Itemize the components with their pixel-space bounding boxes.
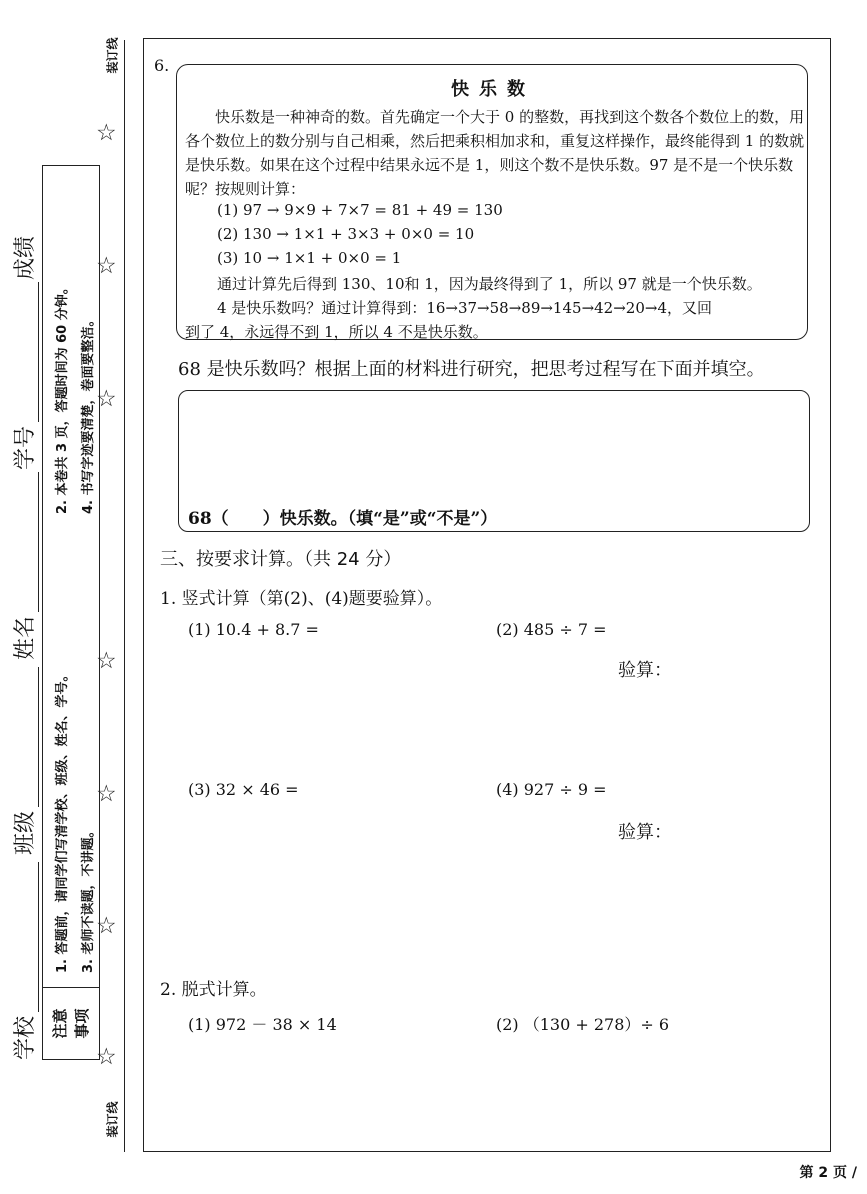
rotated-header <box>4 30 102 1060</box>
notice-item: 2. 本卷共 3 页，答题时间为 60 分钟。 <box>55 281 70 514</box>
star-icon: ☆ <box>96 386 117 412</box>
notice-item: 4. 书写字迹要清楚，卷面要整洁。 <box>81 313 96 514</box>
star-icon: ☆ <box>96 1044 117 1070</box>
id-blank[interactable] <box>17 282 39 422</box>
score-label: 成绩 <box>13 235 38 280</box>
calc-step-1: (1) 97 → 9×9 + 7×7 = 81 + 49 = 130 <box>217 201 503 219</box>
question-number: 6. <box>154 56 170 75</box>
score-field[interactable] <box>8 232 39 280</box>
name-label: 姓名 <box>13 615 38 660</box>
material-title: 快乐数 <box>451 79 535 100</box>
notice-title-line1: 注意 <box>51 1008 69 1039</box>
class-label: 班级 <box>13 810 38 855</box>
check-label: 验算： <box>618 660 672 681</box>
notice-title <box>43 987 99 1059</box>
subsection-title-vertical: 1. 竖式计算（第(2)、(4)题要验算）。 <box>160 589 443 609</box>
problem-5: (1) 972 － 38 × 14 <box>188 1015 337 1034</box>
calc-step-2: (2) 130 → 1×1 + 3×3 + 0×0 = 10 <box>217 225 475 243</box>
problem-4: (4) 927 ÷ 9 = <box>496 780 607 799</box>
conclusion-4-line1: 4 是快乐数吗？通过计算得到：16→37→58→89→145→42→20→4，又回 <box>217 299 712 317</box>
school-label: 学校 <box>13 1015 38 1060</box>
problem-6: (2) （130 + 278）÷ 6 <box>496 1015 670 1034</box>
notice-item: 3. 老师不读题，不讲题。 <box>81 824 96 973</box>
name-field[interactable] <box>8 472 39 660</box>
subsection-title-stepwise: 2. 脱式计算。 <box>160 980 267 1000</box>
class-field[interactable] <box>8 667 39 855</box>
id-label: 学号 <box>13 425 38 470</box>
calc-step-3: (3) 10 → 1×1 + 0×0 = 1 <box>217 249 402 267</box>
binding-line <box>124 40 125 1152</box>
conclusion-97: 通过计算先后得到 130、10和 1，因为最终得到了 1，所以 97 就是一个快乐数。 <box>217 275 762 293</box>
notice-title-line2: 事项 <box>73 1008 91 1039</box>
student-info-fields <box>4 30 40 1060</box>
page-number: 第 2 页 / <box>799 1165 857 1181</box>
conclusion-4-line2: 到了 4，永远得不到 1，所以 4 不是快乐数。 <box>185 323 488 341</box>
star-icon: ☆ <box>96 253 117 279</box>
problem-1: (1) 10.4 + 8.7 = <box>188 620 319 639</box>
notice-item: 1. 答题前，请同学们写清学校、班级、姓名、学号。 <box>55 668 70 973</box>
star-icon: ☆ <box>96 648 117 674</box>
id-field[interactable] <box>8 282 39 470</box>
star-icon: ☆ <box>96 120 117 146</box>
happy-number-material-box <box>176 64 808 340</box>
class-blank[interactable] <box>17 667 39 807</box>
problem-2: (2) 485 ÷ 7 = <box>496 620 607 639</box>
binding-label-top: 装订线 <box>105 37 120 74</box>
school-field[interactable] <box>8 862 39 1060</box>
check-label: 验算： <box>618 822 672 843</box>
section-title: 三、按要求计算。（共 24 分） <box>160 549 402 570</box>
star-icon: ☆ <box>96 913 117 939</box>
notice-box <box>42 165 100 1060</box>
fill-blank-answer[interactable]: 68（ ）快乐数。（填“是”或“不是”） <box>188 509 498 529</box>
question-prompt: 68 是快乐数吗？根据上面的材料进行研究，把思考过程写在下面并填空。 <box>178 359 765 380</box>
problem-3: (3) 32 × 46 = <box>188 780 299 799</box>
star-icon: ☆ <box>96 781 117 807</box>
material-paragraph: 快乐数是一种神奇的数。首先确定一个大于 0 的整数，再找到这个数各个数位上的数，用各个数位上的数分别与自己相乘，然后把乘积相加求和，重复这样操作，最终能得到 1 的数就是快乐数。如果在这个过程中结果永远不是 1，则这个数不是快乐数。97 是不是一个快乐数呢？按规则计算： <box>185 108 805 198</box>
binding-label-bottom: 装订线 <box>105 1101 120 1138</box>
school-blank[interactable] <box>17 862 39 1012</box>
name-blank[interactable] <box>17 472 39 612</box>
